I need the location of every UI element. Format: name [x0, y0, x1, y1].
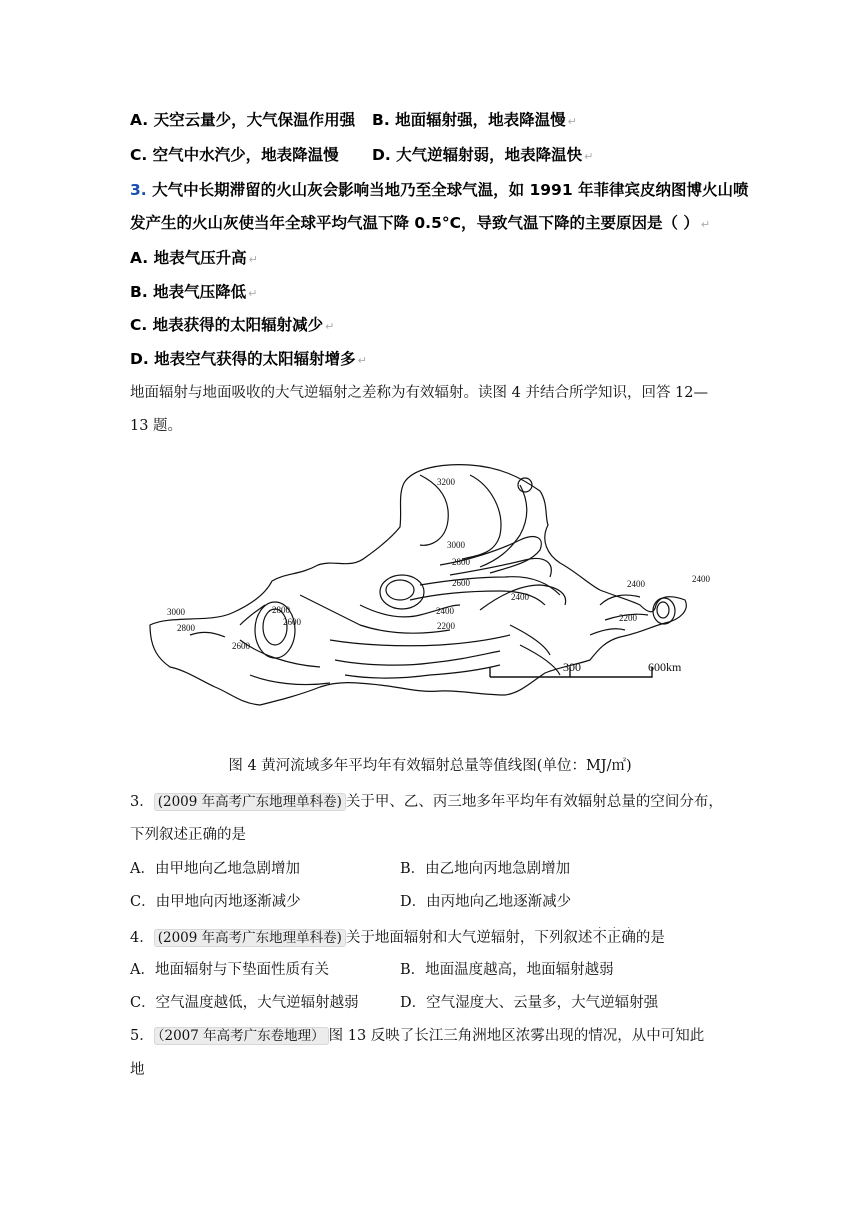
- intro-line1: 地面辐射与地面吸收的大气逆辐射之差称为有效辐射。读图 4 并结合所学知识，回答 12—: [130, 385, 709, 401]
- contour-label: 2600: [283, 617, 301, 627]
- q2-option-b: B. 地面辐射强，地表降温慢 ↵: [372, 111, 577, 129]
- q3b-stem-line1: 3． (2009 年高考广东地理单科卷) 关于甲、乙、丙三地多年平均年有效辐射总量的空间分布，: [130, 794, 723, 810]
- q3-stem-line2: 发产生的火山灰使当年全球平均气温下降 0.5°C，导致气温下降的主要原因是（ ） ↵: [130, 214, 711, 232]
- q4-option-d: D．空气湿度大、云量多，大气逆辐射强: [400, 995, 659, 1011]
- q4-option-b: B．地面温度越高，地面辐射越弱: [400, 962, 614, 978]
- contour-map: [0, 455, 860, 745]
- q3b-option-a: A．由甲地向乙地急剧增加: [130, 861, 300, 877]
- figure-caption: 图 4 黄河流域多年平均年有效辐射总量等值线图(单位：MJ/㎡): [228, 758, 632, 774]
- source-tag: （2007 年高考广东卷地理）: [154, 1027, 329, 1045]
- scale-label-end: 600km: [648, 660, 682, 674]
- q3b-option-c: C．由甲地向丙地逐渐减少: [130, 894, 301, 910]
- contour-label: 3000: [167, 607, 185, 617]
- source-tag: (2009 年高考广东地理单科卷): [154, 929, 346, 947]
- contour-label: 3000: [447, 540, 465, 550]
- q3-option-a: A. 地表气压升高 ↵: [130, 249, 258, 267]
- contour-label: 2800: [177, 623, 195, 633]
- intro-line2: 13 题。: [130, 418, 183, 434]
- q4-stem: 4． (2009 年高考广东地理单科卷) 关于地面辐射和大气逆辐射，下列叙述不正确的是: [130, 930, 665, 946]
- source-tag: (2009 年高考广东地理单科卷): [154, 793, 346, 811]
- q4-option-a: A．地面辐射与下垫面性质有关: [130, 962, 329, 978]
- contour-label: 2800: [272, 605, 290, 615]
- scale-label-mid: 300: [563, 660, 581, 674]
- q2-option-a: A. 天空云量少，大气保温作用强: [130, 111, 356, 129]
- q5-stem-line2: 地: [130, 1062, 145, 1078]
- contour-label: 2200: [437, 621, 455, 631]
- contour-label: 2200: [619, 613, 637, 623]
- q3-stem-line1: 3. 大气中长期滞留的火山灰会影响当地乃至全球气温，如 1991 年菲律宾皮纳图博火山喷: [130, 181, 749, 199]
- q3b-stem-line2: 下列叙述正确的是: [130, 827, 246, 843]
- contour-label: 2400: [627, 579, 645, 589]
- contour-label: 3200: [437, 477, 455, 487]
- q3b-option-d: D．由丙地向乙地逐渐减少: [400, 894, 572, 910]
- contour-label: 2400: [436, 606, 454, 616]
- q3-option-b: B. 地表气压降低 ↵: [130, 283, 258, 301]
- q3-option-c: C. 地表获得的太阳辐射减少 ↵: [130, 316, 335, 334]
- contour-label: 2600: [452, 578, 470, 588]
- basin-outline: [150, 465, 686, 705]
- contour-label: 2400: [511, 592, 529, 602]
- q3b-option-b: B．由乙地向丙地急剧增加: [400, 861, 571, 877]
- contour-label: 2800: [452, 557, 470, 567]
- q3-option-d: D. 地表空气获得的太阳辐射增多 ↵: [130, 350, 367, 368]
- q2-option-d: D. 大气逆辐射弱，地表降温快 ↵: [372, 146, 594, 164]
- q5-stem-line1: 5． （2007 年高考广东卷地理） 图 13 反映了长江三角洲地区浓雾出现的情况，从中可知此: [130, 1028, 705, 1044]
- contour-label: 2400: [692, 574, 710, 584]
- q2-option-c: C. 空气中水汽少，地表降温慢: [130, 146, 339, 164]
- contour-label: 2600: [232, 641, 250, 651]
- emphasis-text: 不正确: [592, 930, 636, 946]
- q4-option-c: C．空气温度越低，大气逆辐射越弱: [130, 995, 359, 1011]
